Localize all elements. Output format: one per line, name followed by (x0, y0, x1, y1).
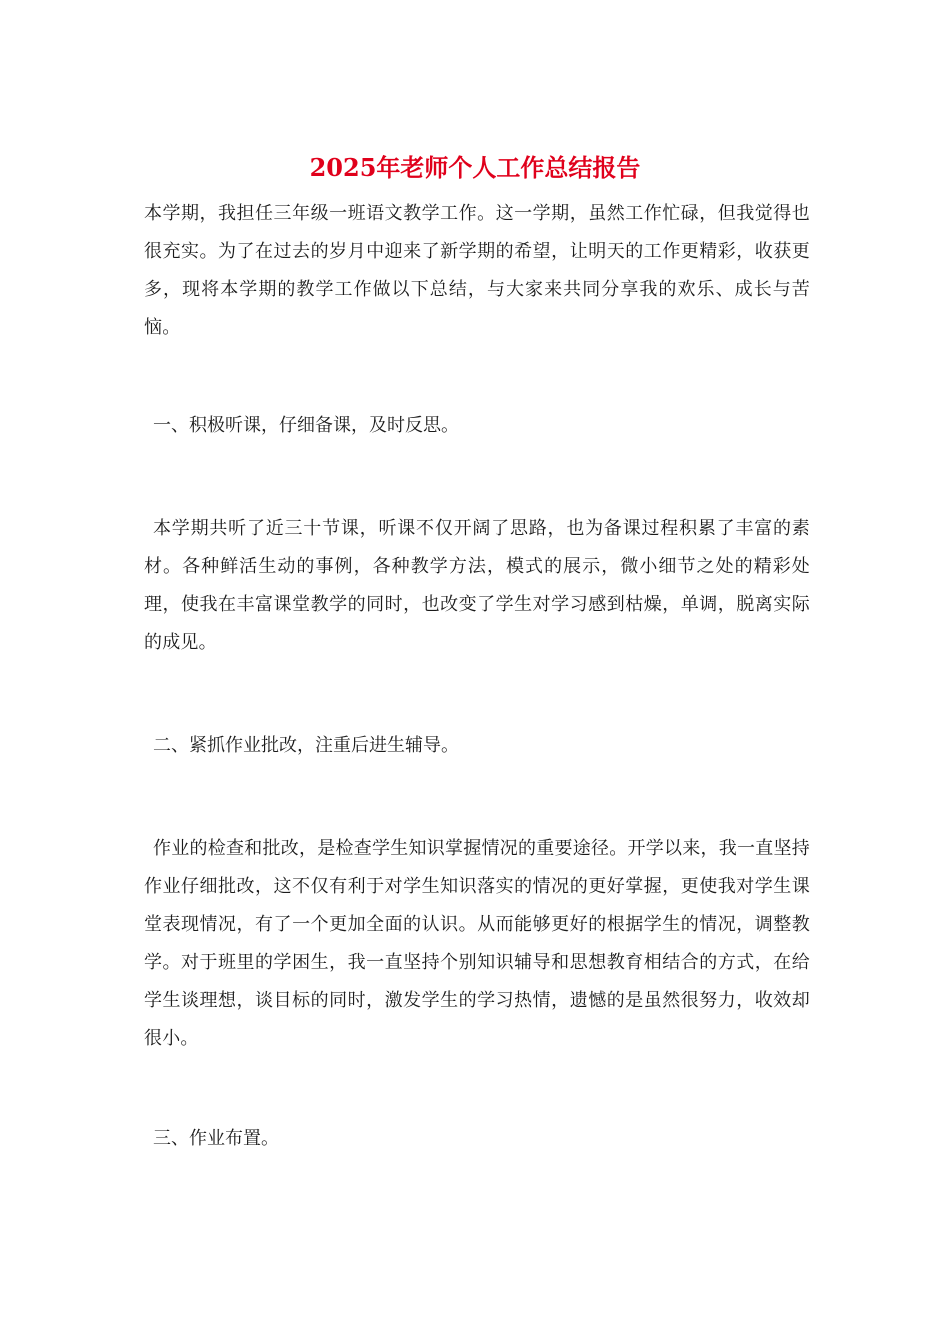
document-title: 2025年老师个人工作总结报告 (309, 153, 641, 182)
section-heading-2: 二、紧抓作业批改，注重后进生辅导。 (153, 735, 459, 756)
section-heading-1: 一、积极听课，仔细备课，及时反思。 (153, 415, 459, 436)
section-body-2: 作业的检查和批改，是检查学生知识掌握情况的重要途径。开学以来，我一直坚持作业仔细批改，这不仅有利于对学生知识落实的情况的更好掌握，更使我对学生课堂表现情况，有了一个更加全面的认识。从而能够更好的根据学生的情况，调整教学。对于班里的学困生，我一直坚持个别知识辅导和思想教育相结合的方式，在给学生谈理想，谈目标的同时，激发学生的学习热情，遗憾的是虽然很努力，收效却很小。 (144, 838, 810, 1049)
section-body-1: 本学期共听了近三十节课，听课不仅开阔了思路，也为备课过程积累了丰富的素材。各种鲜活生动的事例，各种教学方法，模式的展示，微小细节之处的精彩处理，使我在丰富课堂教学的同时，也改变了学生对学习感到枯燥，单调，脱离实际的成见。 (144, 518, 810, 653)
section-heading-3: 三、作业布置。 (153, 1128, 279, 1149)
intro-paragraph: 本学期，我担任三年级一班语文教学工作。这一学期，虽然工作忙碌，但我觉得也很充实。为了在过去的岁月中迎来了新学期的希望，让明天的工作更精彩，收获更多，现将本学期的教学工作做以下总结，与大家来共同分享我的欢乐、成长与苦恼。 (144, 203, 810, 338)
